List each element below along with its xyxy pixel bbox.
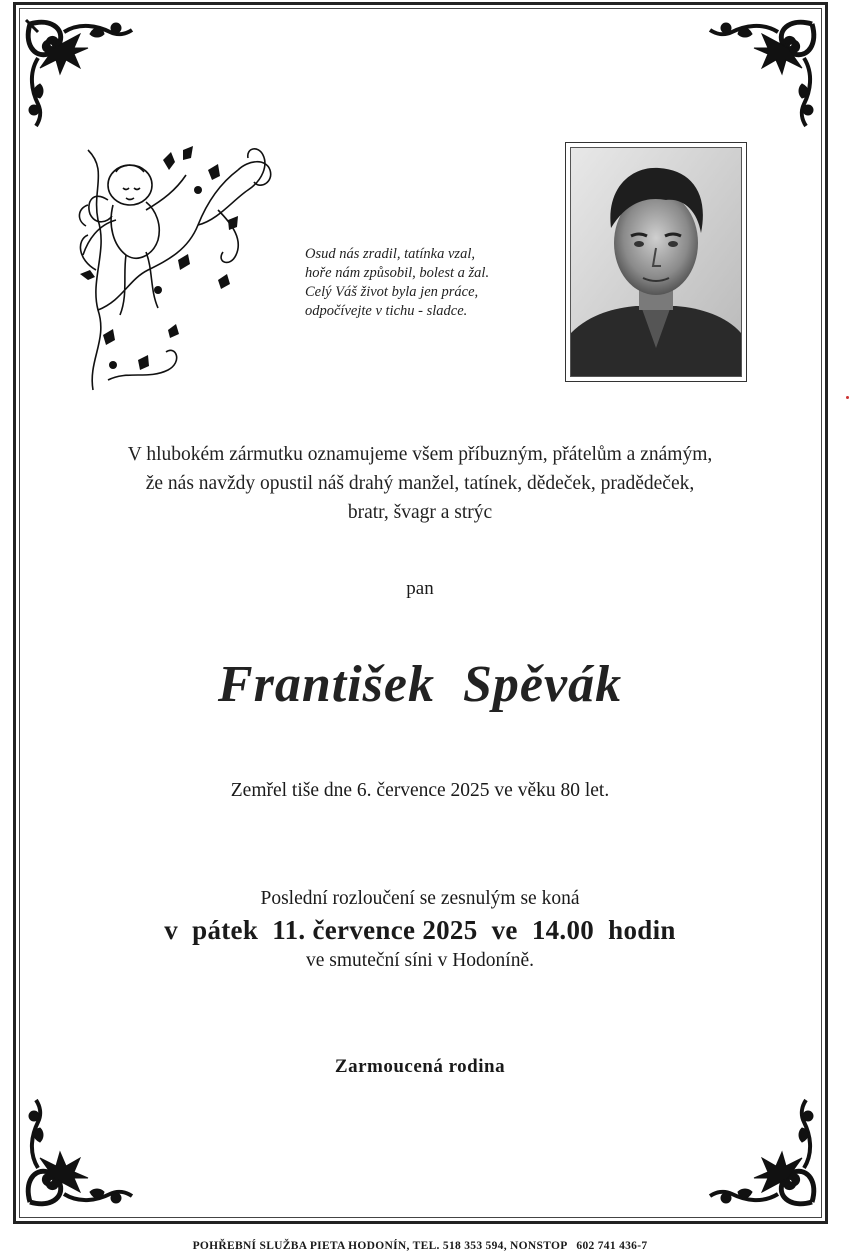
poem-line: Celý Váš život byla jen práce, [305,284,479,300]
corner-ornament-icon [20,14,140,134]
corner-ornament-icon [702,14,822,134]
announcement-line: V hlubokém zármutku oznamujeme všem příbuzným, přátelům a známým, [127,444,713,465]
portrait-frame [565,142,747,382]
announcement-line: bratr, švagr a strýc [347,502,493,523]
signature: Zarmoucená rodina [334,1056,506,1077]
death-notice: Zemřel tiše dne 6. července 2025 ve věku 80 let. [230,780,610,801]
funeral-date-time: v pátek 11. července 2025 ve 14.00 hodin [164,915,676,945]
footer-funeral-service: POHŘEBNÍ SLUŽBA PIETA HODONÍN, TEL. 518 353 594, NONSTOP 602 741 436-7 [192,1240,648,1252]
deceased-name [20,655,820,714]
poem-line: hoře nám způsobil, bolest a žal. [305,265,490,281]
announcement-text [40,440,800,527]
funeral-info [40,885,800,975]
announcement-line: že nás navždy opustil náš drahý manžel, tatínek, dědeček, pradědeček, [145,473,695,494]
cherub-vine-icon [68,130,278,405]
last-name: Spěvák [462,656,623,713]
poem-line: odpočívejte v tichu - sladce. [305,303,468,319]
poem-line: Osud nás zradil, tatínka vzal, [305,246,475,262]
funeral-place: ve smuteční síni v Hodoníně. [305,950,534,971]
corner-ornament-icon [702,1092,822,1212]
scan-speck [846,396,849,399]
funeral-intro: Poslední rozloučení se zesnulým se koná [260,888,580,909]
portrait-photo [570,147,742,377]
memorial-poem [305,245,545,321]
first-name: František [217,656,435,713]
corner-ornament-icon [20,1092,140,1212]
title-word: pan [406,578,434,599]
